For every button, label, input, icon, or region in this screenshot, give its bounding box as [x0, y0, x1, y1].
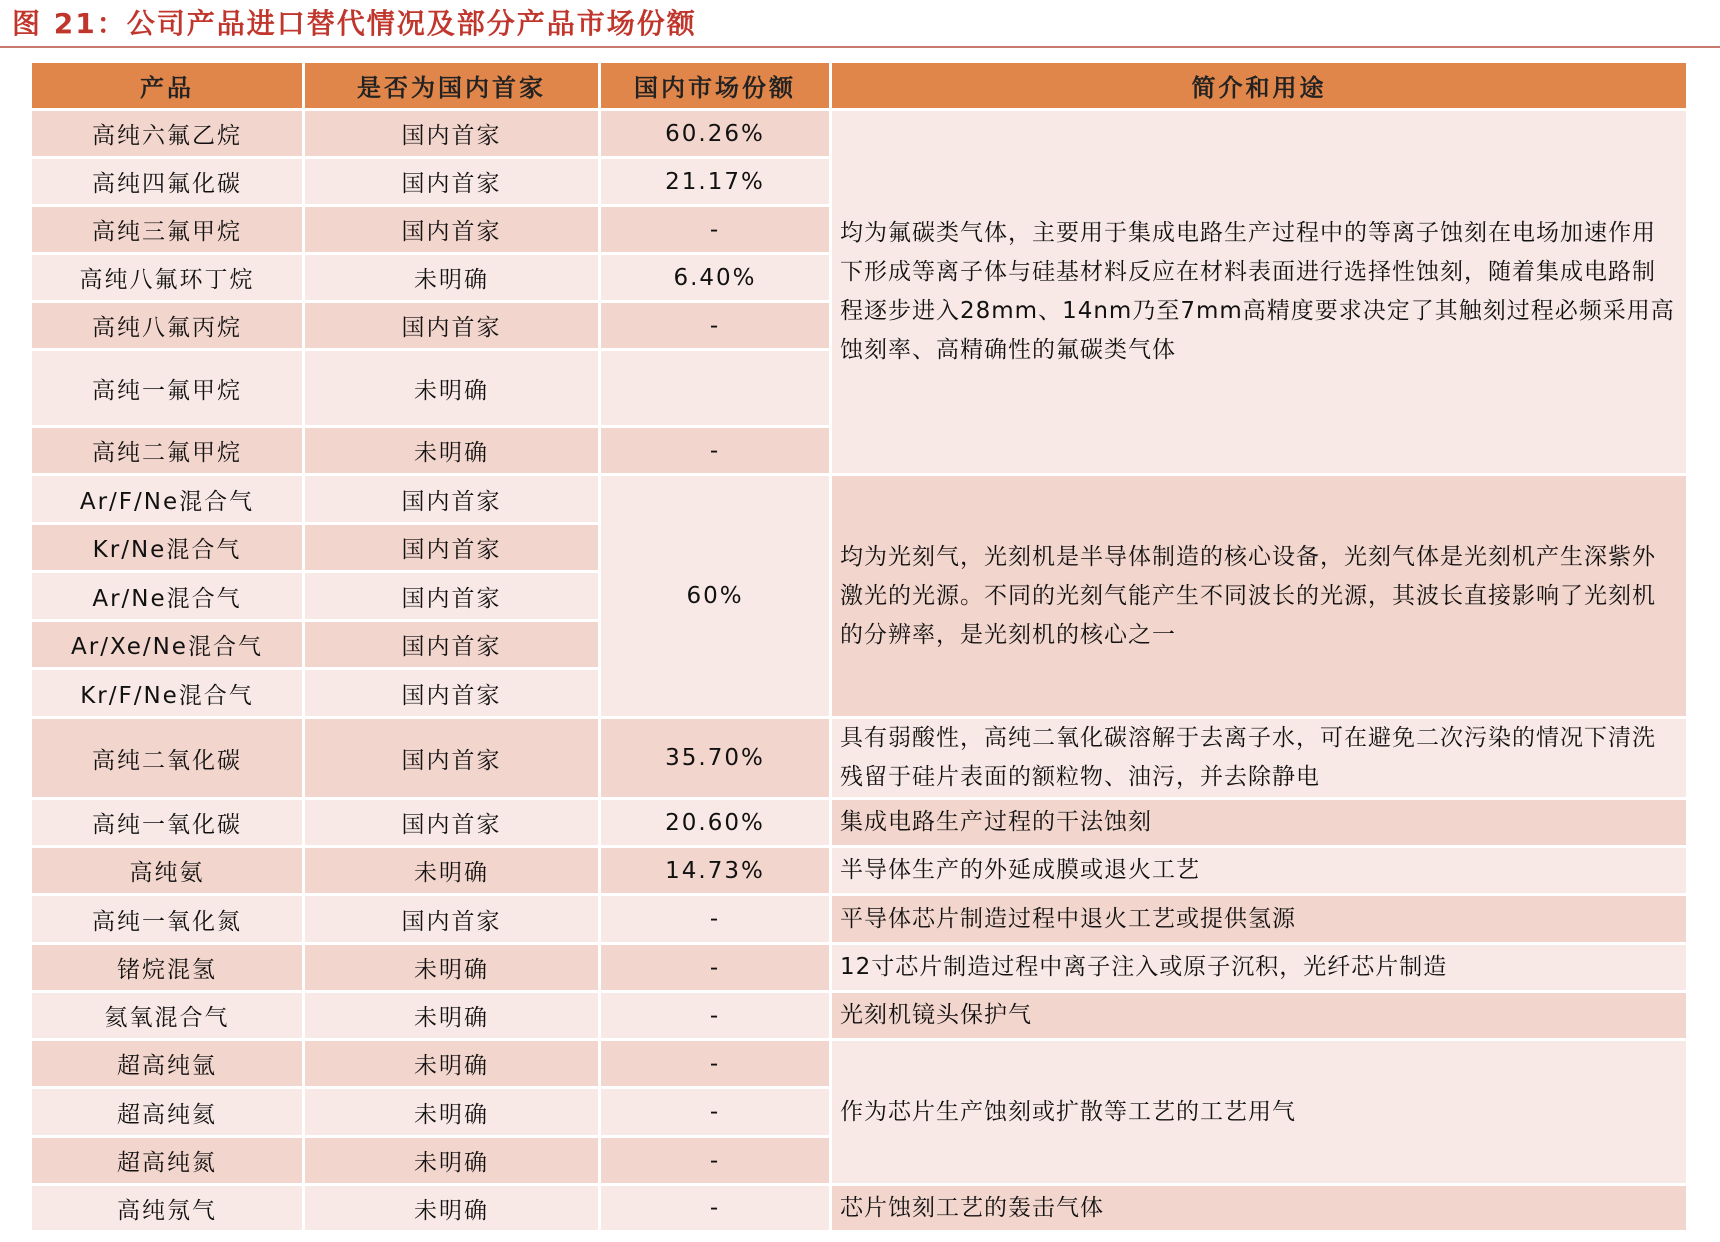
- product-name: 高纯八氟环丁烷: [32, 255, 302, 300]
- table-header: [32, 63, 1686, 108]
- market-share: -: [601, 1041, 829, 1086]
- market-share: 6.40%: [601, 255, 829, 300]
- table-row: [32, 945, 1686, 990]
- table-row: [32, 800, 1686, 845]
- description: 集成电路生产过程的干法蚀刻: [832, 800, 1686, 845]
- description: 光刻机镜头保护气: [832, 993, 1686, 1038]
- description: 平导体芯片制造过程中退火工艺或提供氢源: [832, 896, 1686, 942]
- header-share: 国内市场份额: [601, 63, 829, 108]
- product-name: Ar/Xe/Ne混合气: [32, 622, 302, 667]
- first-domestic: 未明确: [305, 1041, 598, 1086]
- first-domestic: 国内首家: [305, 207, 598, 252]
- product-name: 超高纯氮: [32, 1138, 302, 1183]
- first-domestic: 国内首家: [305, 573, 598, 619]
- first-domestic: 国内首家: [305, 622, 598, 667]
- first-domestic: 国内首家: [305, 525, 598, 570]
- first-domestic: 未明确: [305, 1138, 598, 1183]
- header-description: 简介和用途: [832, 63, 1686, 108]
- market-share: -: [601, 1186, 829, 1230]
- product-name: 高纯一氧化氮: [32, 896, 302, 942]
- product-name: 高纯氨: [32, 848, 302, 893]
- table-row: [32, 476, 1686, 522]
- table-row: [32, 1041, 1686, 1086]
- product-name: 高纯氖气: [32, 1186, 302, 1230]
- first-domestic: 未明确: [305, 255, 598, 300]
- first-domestic: 未明确: [305, 993, 598, 1038]
- description: 作为芯片生产蚀刻或扩散等工艺的工艺用气: [832, 1041, 1686, 1183]
- header-first: 是否为国内首家: [305, 63, 598, 108]
- product-name: 锗烷混氢: [32, 945, 302, 990]
- market-share: -: [601, 303, 829, 348]
- first-domestic: 未明确: [305, 428, 598, 473]
- product-name: 高纯六氟乙烷: [32, 111, 302, 156]
- first-domestic: 国内首家: [305, 159, 598, 204]
- product-name: 氦氧混合气: [32, 993, 302, 1038]
- product-name: 高纯一氧化碳: [32, 800, 302, 845]
- market-share: -: [601, 207, 829, 252]
- product-name: 高纯二氧化碳: [32, 719, 302, 797]
- first-domestic: 国内首家: [305, 111, 598, 156]
- table-row: [32, 1186, 1686, 1230]
- product-name: Ar/F/Ne混合气: [32, 476, 302, 522]
- product-name: 高纯一氟甲烷: [32, 351, 302, 425]
- market-share: 14.73%: [601, 848, 829, 893]
- market-share: -: [601, 1138, 829, 1183]
- description: 均为光刻气，光刻机是半导体制造的核心设备，光刻气体是光刻机产生深紫外激光的光源。不同的光刻气能产生不同波长的光源，其波长直接影响了光刻机的分辨率，是光刻机的核心之一: [832, 476, 1686, 716]
- product-name: Ar/Ne混合气: [32, 573, 302, 619]
- first-domestic: 国内首家: [305, 719, 598, 797]
- product-table: [29, 60, 1689, 1233]
- header-product: 产品: [32, 63, 302, 108]
- market-share: -: [601, 1089, 829, 1135]
- description: 具有弱酸性，高纯二氧化碳溶解于去离子水，可在避免二次污染的情况下清洗残留于硅片表面的额粒物、油污，并去除静电: [832, 719, 1686, 797]
- description: 芯片蚀刻工艺的轰击气体: [832, 1186, 1686, 1230]
- market-share: -: [601, 428, 829, 473]
- table-row: [32, 896, 1686, 942]
- first-domestic: 未明确: [305, 945, 598, 990]
- title-divider: [0, 46, 1720, 48]
- first-domestic: 国内首家: [305, 800, 598, 845]
- first-domestic: 国内首家: [305, 896, 598, 942]
- table-row: [32, 111, 1686, 156]
- product-name: 超高纯氦: [32, 1089, 302, 1135]
- table-row: [32, 848, 1686, 893]
- first-domestic: 未明确: [305, 848, 598, 893]
- description: 半导体生产的外延成膜或退火工艺: [832, 848, 1686, 893]
- product-name: Kr/F/Ne混合气: [32, 670, 302, 716]
- product-name: 高纯八氟丙烷: [32, 303, 302, 348]
- market-share: 60%: [601, 476, 829, 716]
- product-name: 高纯三氟甲烷: [32, 207, 302, 252]
- product-name: 超高纯氩: [32, 1041, 302, 1086]
- first-domestic: 未明确: [305, 351, 598, 425]
- market-share: -: [601, 896, 829, 942]
- market-share: 21.17%: [601, 159, 829, 204]
- market-share: -: [601, 945, 829, 990]
- first-domestic: 国内首家: [305, 303, 598, 348]
- market-share: 60.26%: [601, 111, 829, 156]
- first-domestic: 国内首家: [305, 476, 598, 522]
- first-domestic: 未明确: [305, 1186, 598, 1230]
- product-name: 高纯二氟甲烷: [32, 428, 302, 473]
- market-share: 20.60%: [601, 800, 829, 845]
- table-row: [32, 993, 1686, 1038]
- market-share: [601, 351, 829, 425]
- product-name: 高纯四氟化碳: [32, 159, 302, 204]
- figure-title: 图 21：公司产品进口替代情况及部分产品市场份额: [12, 7, 697, 40]
- market-share: -: [601, 993, 829, 1038]
- first-domestic: 国内首家: [305, 670, 598, 716]
- description: 均为氟碳类气体，主要用于集成电路生产过程中的等离子蚀刻在电场加速作用下形成等离子体与硅基材料反应在材料表面进行选择性蚀刻，随着集成电路制程逐步进入28mm、14nm乃至7mm高精度要求决定了其触刻过程必频采用高蚀刻率、高精确性的氟碳类气体: [832, 111, 1686, 473]
- first-domestic: 未明确: [305, 1089, 598, 1135]
- product-name: Kr/Ne混合气: [32, 525, 302, 570]
- market-share: 35.70%: [601, 719, 829, 797]
- description: 12寸芯片制造过程中离子注入或原子沉积，光纤芯片制造: [832, 945, 1686, 990]
- table-row: [32, 719, 1686, 797]
